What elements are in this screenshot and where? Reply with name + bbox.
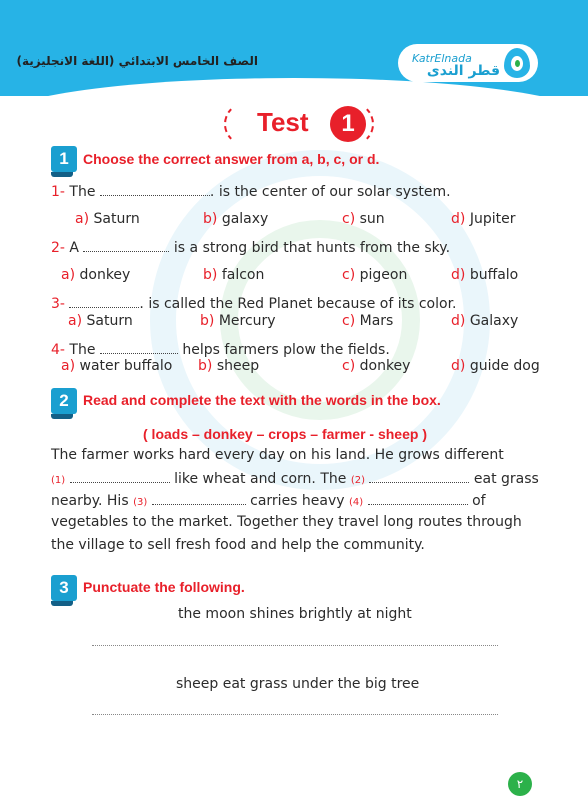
passage-line-2: (1) like wheat and corn. The (2) eat grass [51,471,539,487]
question-text-before: The [69,184,96,200]
passage-line-3: nearby. His (3) carries heavy (4) of [51,493,486,509]
option-d[interactable]: d) Jupiter [451,211,516,227]
question-2 [51,239,450,256]
header-title: الصف الخامس الابتدائي (اللغة الانجليزية) [16,54,258,68]
answer-line[interactable] [92,644,498,646]
page-number: ٢ [508,772,532,796]
section-number-badge: 1 [51,146,77,172]
option-b[interactable]: b) sheep [198,358,260,374]
passage-line-5: the village to sell fresh food and help the community. [51,537,425,553]
option-c[interactable]: c) sun [342,211,385,227]
answer-blank[interactable] [100,341,178,354]
question-text-before: A [69,240,79,256]
answer-blank[interactable] [100,183,210,196]
option-a[interactable]: a) Saturn [75,211,140,227]
test-title: Test [257,107,309,137]
question-3: 3- . is called the Red Planet because of its color. [51,296,457,312]
question-number: 3- [51,296,65,312]
question-number: 1- [51,184,65,200]
option-c[interactable]: c) pigeon [342,267,408,283]
option-a[interactable]: a) Saturn [68,313,133,329]
passage-line-1: The farmer works hard every day on his land. He grows different [51,447,504,463]
logo-arabic-text: قطر الندى [426,63,500,79]
question-number: 4- [51,342,65,358]
option-b[interactable]: b) falcon [203,267,265,283]
punctuate-sentence-1: the moon shines brightly at night [178,606,412,622]
section-title: Choose the correct answer from a, b, c, or d. [83,151,380,167]
option-d[interactable]: d) Galaxy [451,313,519,329]
section-number-badge: 2 [51,388,77,414]
word-box: ( loads – donkey – crops – farmer - sheep ) [143,426,427,442]
answer-line[interactable] [92,713,498,715]
passage-line-4: vegetables to the market. Together they travel long routes through [51,514,522,530]
option-a[interactable]: a) water buffalo [61,358,173,374]
option-d[interactable]: d) guide dog [451,358,540,374]
question-text-after: helps farmers plow the fields. [182,342,390,358]
option-b[interactable]: b) galaxy [203,211,269,227]
question-1: 1- The . is the center of our solar system. [51,184,451,200]
question-4 [51,341,390,358]
test-number-badge: 1 [330,106,366,142]
answer-blank[interactable] [83,239,169,252]
option-c[interactable]: c) Mars [342,313,394,329]
section-title: Read and complete the text with the words in the box. [83,392,441,408]
answer-blank[interactable] [368,492,468,505]
logo-latin-text: KatrElnada [412,52,472,65]
option-a[interactable]: a) donkey [61,267,131,283]
section-number-badge: 3 [51,575,77,601]
question-text-after: is a strong bird that hunts from the sky. [173,240,451,256]
question-text-after: is called the Red Planet because of its color. [148,296,457,312]
question-number: 2- [51,240,65,256]
option-d[interactable]: d) buffalo [451,267,519,283]
question-text-before: The [69,342,96,358]
section-title: Punctuate the following. [83,579,245,595]
drop-core-icon [515,60,520,67]
answer-blank[interactable] [69,295,139,308]
punctuate-sentence-2: sheep eat grass under the big tree [176,676,420,692]
option-b[interactable]: b) Mercury [200,313,276,329]
answer-blank[interactable] [70,470,170,483]
option-c[interactable]: c) donkey [342,358,411,374]
answer-blank[interactable] [369,470,469,483]
question-text-after: is the center of our solar system. [218,184,451,200]
answer-blank[interactable] [152,492,246,505]
